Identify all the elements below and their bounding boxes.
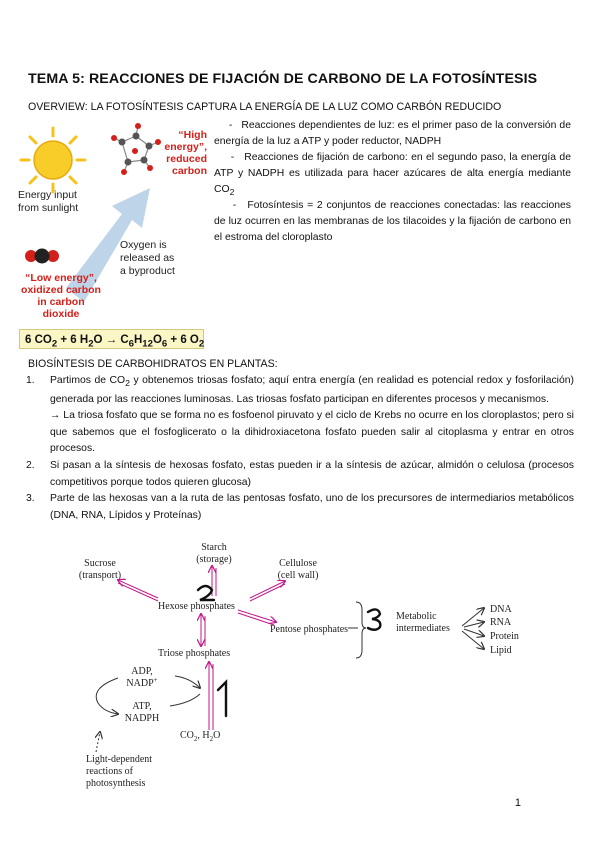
section-heading: BIOSÍNTESIS DE CARBOHIDRATOS EN PLANTAS: bbox=[28, 358, 278, 370]
sucrose-sub-label: (transport) bbox=[78, 570, 122, 581]
low-energy-label-4: dioxide bbox=[42, 308, 80, 320]
energy-input-label-2: from sunlight bbox=[18, 202, 79, 214]
handwritten-mark-2 bbox=[198, 586, 214, 600]
glucose-molecule-icon bbox=[111, 123, 161, 175]
metabolic-sub-label: intermediates bbox=[396, 623, 450, 634]
page-title: TEMA 5: REACCIONES DE FIJACIÓN DE CARBONO DE LA FOTOSÍNTESIS bbox=[28, 71, 538, 87]
output-dna: DNA bbox=[490, 604, 512, 615]
oxygen-label-3: a byproduct bbox=[120, 265, 175, 277]
atp-label: ATP, bbox=[132, 701, 152, 712]
cellulose-sub-label: (cell wall) bbox=[277, 570, 319, 581]
light-label: Light-dependent bbox=[86, 754, 153, 765]
photosynthesis-equation: 6 $CO_2 + 6$ $H_2O \to C_6H_{12}O_6 + 6$ $O_2$ bbox=[19, 329, 204, 349]
light-sub-label-2: photosynthesis bbox=[86, 778, 146, 789]
oxygen-label-2: released as bbox=[120, 252, 175, 264]
handwritten-mark-3 bbox=[368, 609, 380, 629]
oxygen-label-1: Oxygen is bbox=[120, 239, 167, 251]
starch-label: Starch bbox=[201, 542, 227, 553]
metabolic-label: Metabolic bbox=[396, 611, 437, 622]
list-note: → La triosa fosfato que se forma no es fosfoenol piruvato y el ciclo de Krebs no ocurre en los cloroplastos; pero si que sabemos que el fosfoglicerato o la dihidroxiacetona fosfato pueden salir al citoplasma y entrar en otros procesos. bbox=[50, 410, 574, 455]
bullet-photosynthesis: - Fotosíntesis = 2 conjuntos de reacciones conectadas: las reacciones de luz ocurren en las membranas de los tilacoides y la fijación de carbono en el estroma del cloroplasto bbox=[214, 200, 571, 243]
co2-h2o-label: $CO_2$, $H_2O$ bbox=[180, 730, 221, 743]
pentose-label: Pentose phosphates bbox=[270, 624, 349, 635]
high-energy-label-2: energy”, bbox=[164, 141, 207, 153]
handwritten-mark-1 bbox=[218, 682, 226, 716]
numbered-list bbox=[0, 373, 574, 524]
low-energy-label-3: in carbon bbox=[37, 296, 85, 308]
overview-heading: OVERVIEW: LA FOTOSÍNTESIS CAPTURA LA ENERGÍA DE LA LUZ COMO CARBÓN REDUCIDO bbox=[28, 101, 502, 113]
high-energy-label-1: “High bbox=[178, 129, 207, 141]
list-item: 3. Parte de las hexosas van a la ruta de las pentosas fosfato, uno de los precursores de intermediarios metabólicos (DNA, RNA, Lípidos y Proteínas) bbox=[26, 493, 574, 521]
hexose-label: Hexose phosphates bbox=[158, 601, 235, 612]
energy-input-label-1: Energy input bbox=[18, 189, 77, 201]
adp-label: ADP, bbox=[131, 666, 153, 677]
high-energy-label-3: reduced bbox=[166, 153, 207, 165]
starch-sub-label: (storage) bbox=[196, 554, 232, 565]
nadp-label: NADP+ bbox=[126, 676, 158, 689]
output-rna: RNA bbox=[490, 617, 512, 628]
triose-label: Triose phosphates bbox=[158, 648, 231, 659]
low-energy-label-2: oxidized carbon bbox=[21, 284, 101, 296]
bullet-carbon-fixation: - Reacciones de fijación de carbono: en el segundo paso, la energía de ATP y NADPH es utilizada para hacer azúcares de alta energía mediante $CO_2$ bbox=[214, 152, 571, 198]
page-number: 1 bbox=[514, 797, 521, 809]
cellulose-label: Cellulose bbox=[279, 558, 317, 569]
sucrose-label: Sucrose bbox=[84, 558, 116, 569]
list-item: 1. Partimos de $CO_2$ y obtenemos triosas fosfato; aquí entra energía (en realidad es potencial redox y fosforilación) generada por las reacciones luminosas. Las triosas fosfato participan en diferentes procesos y mecanismos. → La triosa fosfato que se forma no es fosfoenol piruvato y el ciclo de Krebs no ocurre en los cloroplastos; pero si que sabemos que el fosfoglicerato o la dihidroxiacetona fosfato pueden salir al citoplasma y entrar en otros procesos. bbox=[0, 373, 574, 458]
co2-molecule-icon bbox=[25, 249, 59, 264]
nadph-label: NADPH bbox=[124, 713, 160, 724]
sun-icon bbox=[21, 128, 85, 192]
carbohydrate-pathway-diagram bbox=[60, 538, 550, 793]
list-item: 2. Si pasan a la síntesis de hexosas fosfato, estas pueden ir a la síntesis de azúcar, almidón o celulosa (procesos competitivos porque todos quieren glucosa) bbox=[26, 460, 574, 488]
high-energy-label-4: carbon bbox=[171, 165, 207, 177]
photosynthesis-figure bbox=[14, 118, 210, 324]
light-sub-label-1: reactions of bbox=[86, 766, 133, 777]
bullet-light-reactions: - Reacciones dependientes de luz: es el primer paso de la conversión de energía de la luz a ATP y poder reductor, NADPH bbox=[214, 120, 571, 147]
output-protein: Protein bbox=[490, 631, 519, 642]
low-energy-label-1: “Low energy”, bbox=[25, 272, 97, 284]
output-lipid: Lipid bbox=[490, 645, 512, 656]
